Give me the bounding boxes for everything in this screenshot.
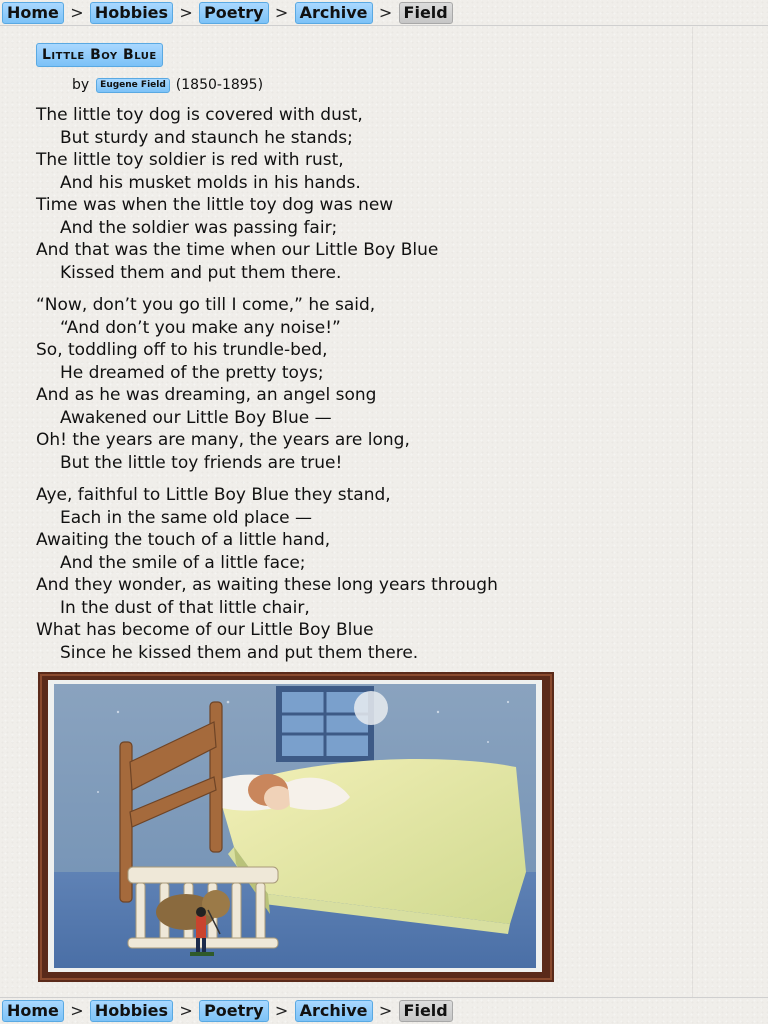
poem-line: What has become of our Little Boy Blue: [36, 620, 374, 640]
breadcrumb-bottom: [0, 997, 768, 1023]
breadcrumb-current-field: Field: [399, 2, 453, 24]
poem-line: Since he kissed them and put them there.: [60, 642, 419, 663]
poem-line: In the dust of that little chair,: [60, 597, 310, 618]
stanza: [36, 484, 656, 664]
breadcrumb-archive[interactable]: Archive: [295, 2, 373, 24]
poem-title: Little Boy Blue: [36, 43, 163, 67]
poem-line: Time was when the little toy dog was new: [36, 195, 394, 215]
breadcrumb-hobbies[interactable]: Hobbies: [90, 1000, 173, 1022]
stanza: [36, 294, 656, 474]
poem-line: Kissed them and put them there.: [60, 262, 342, 283]
poem-line: The little toy dog is covered with dust,: [36, 105, 363, 125]
byline: [72, 76, 263, 94]
illustration-painting: [38, 672, 554, 982]
breadcrumb-home[interactable]: Home: [2, 1000, 64, 1022]
poem-line: And they wonder, as waiting these long years through: [36, 575, 498, 595]
breadcrumb-separator: >: [274, 1001, 289, 1020]
poem-line: “And don’t you make any noise!”: [60, 317, 341, 338]
breadcrumb-separator: >: [70, 3, 84, 22]
poem-line: Each in the same old place —: [60, 507, 313, 528]
poem-line: And that was the time when our Little Boy Blue: [36, 240, 439, 260]
breadcrumb-poetry[interactable]: Poetry: [199, 1000, 269, 1022]
poem-line: Awaiting the touch of a little hand,: [36, 530, 331, 550]
breadcrumb-current-field: Field: [399, 1000, 453, 1022]
breadcrumb-hobbies[interactable]: Hobbies: [90, 2, 173, 24]
breadcrumb-separator: >: [378, 1001, 393, 1020]
poem-line: But sturdy and staunch he stands;: [60, 127, 353, 148]
breadcrumb-separator: >: [179, 3, 193, 22]
stanza: [36, 104, 656, 284]
byline-by: by: [72, 77, 90, 93]
painting-window: [276, 686, 388, 762]
breadcrumb-separator: >: [70, 1001, 84, 1020]
breadcrumb-poetry[interactable]: Poetry: [199, 2, 269, 24]
breadcrumb-separator: >: [274, 3, 289, 22]
breadcrumb-separator: >: [179, 1001, 193, 1020]
poem-line: And the smile of a little face;: [60, 552, 306, 573]
poem-line: “Now, don’t you go till I come,” he said,: [36, 295, 376, 315]
breadcrumb-home[interactable]: Home: [2, 2, 64, 24]
breadcrumb-archive[interactable]: Archive: [295, 1000, 373, 1022]
poem-body: [36, 104, 656, 674]
poem-line: He dreamed of the pretty toys;: [60, 362, 324, 383]
poem-line: Oh! the years are many, the years are long,: [36, 430, 410, 450]
poem-line: So, toddling off to his trundle-bed,: [36, 340, 328, 360]
poem-line: And his musket molds in his hands.: [60, 172, 361, 193]
breadcrumb-top: [0, 0, 768, 26]
poem-line: The little toy soldier is red with rust,: [36, 150, 344, 170]
page-edge-rule: [692, 27, 693, 997]
poem-line: Awakened our Little Boy Blue —: [60, 407, 332, 428]
poem-line: And the soldier was passing fair;: [60, 217, 338, 238]
breadcrumb-separator: >: [378, 3, 393, 22]
author-link[interactable]: Eugene Field: [96, 78, 170, 93]
author-years: (1850-1895): [175, 77, 264, 93]
poem-line: But the little toy friends are true!: [60, 452, 343, 473]
poem-line: Aye, faithful to Little Boy Blue they stand,: [36, 485, 391, 505]
poem-line: And as he was dreaming, an angel song: [36, 385, 377, 405]
